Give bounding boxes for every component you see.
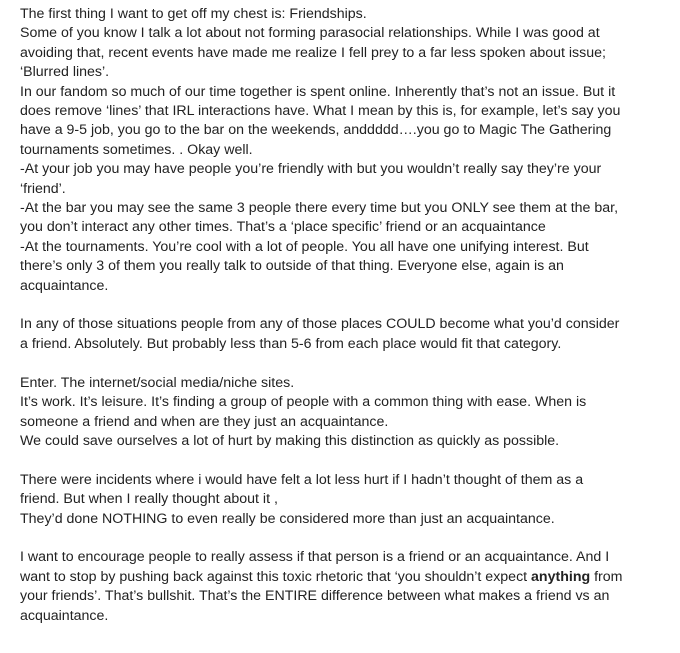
text-line: you don’t interact any other times. That’s a ‘place specific’ friend or an acquaintance bbox=[20, 219, 546, 236]
paragraph-could-become-friend bbox=[20, 315, 660, 354]
text-line: I want to encourage people to really assess if that person is a friend or an acquaintance. And I bbox=[20, 549, 610, 566]
text-line: someone a friend and when are they just an acquaintance. bbox=[20, 413, 389, 430]
text-line: In our fandom so much of our time together is spent online. Inherently that’s not an issue. But it bbox=[20, 83, 616, 100]
text-line: The first thing I want to get off my chest is: Friendships. bbox=[20, 6, 367, 22]
text-line: It’s work. It’s leisure. It’s finding a group of people with a common thing with ease. When is bbox=[20, 394, 587, 411]
paragraph-incidents bbox=[20, 471, 660, 529]
text-line: ‘Blurred lines’. bbox=[20, 64, 110, 81]
text-line: avoiding that, recent events have made me realize I fell prey to a far less spoken about issue; bbox=[20, 44, 606, 61]
text-line: friend. But when I really thought about it , bbox=[20, 491, 278, 508]
text-line: Enter. The internet/social media/niche sites. bbox=[20, 374, 295, 391]
paragraph-friendships-intro bbox=[20, 5, 660, 296]
text-line: acquaintance. bbox=[20, 607, 109, 624]
text-segment: from bbox=[590, 568, 623, 585]
document-body bbox=[20, 5, 660, 645]
text-segment: want to stop by pushing back against this toxic rhetoric that ‘you shouldn’t expect bbox=[20, 568, 532, 585]
text-line: your friends’. That’s bullshit. That’s the ENTIRE difference between what makes a friend vs an bbox=[20, 588, 610, 605]
text-line: In any of those situations people from any of those places COULD become what you’d consider bbox=[20, 316, 620, 333]
text-line: They’d done NOTHING to even really be considered more than just an acquaintance. bbox=[20, 510, 555, 527]
text-line: -At the bar you may see the same 3 people there every time but you ONLY see them at the bar, bbox=[20, 200, 619, 217]
text-line: tournaments sometimes. . Okay well. bbox=[20, 141, 253, 158]
text-line: -At the tournaments. You’re cool with a lot of people. You all have one unifying interest. But bbox=[20, 238, 589, 255]
text-line: -At your job you may have people you’re friendly with but you wouldn’t really say they’re your bbox=[20, 161, 602, 178]
bold-emphasis: anything bbox=[531, 568, 591, 585]
text-line-with-emphasis bbox=[20, 568, 660, 587]
text-line: There were incidents where i would have felt a lot less hurt if I hadn’t thought of them as a bbox=[20, 471, 584, 488]
text-line: acquaintance. bbox=[20, 277, 109, 294]
text-line: have a 9-5 job, you go to the bar on the weekends, anddddd….you go to Magic The Gathering bbox=[20, 122, 612, 139]
paragraph-internet bbox=[20, 374, 660, 452]
text-line: there’s only 3 of them you really talk to outside of that thing. Everyone else, again is an bbox=[20, 258, 564, 275]
text-line: ‘friend’. bbox=[20, 180, 66, 197]
text-line: We could save ourselves a lot of hurt by making this distinction as quickly as possible. bbox=[20, 432, 560, 449]
text-line: a friend. Absolutely. But probably less than 5-6 from each place would fit that category. bbox=[20, 335, 562, 352]
paragraph-encourage bbox=[20, 548, 660, 626]
text-line: Some of you know I talk a lot about not forming parasocial relationships. While I was good at bbox=[20, 25, 600, 42]
text-line: does remove ‘lines’ that IRL interactions have. What I mean by this is, for example, let’s say you bbox=[20, 103, 621, 120]
